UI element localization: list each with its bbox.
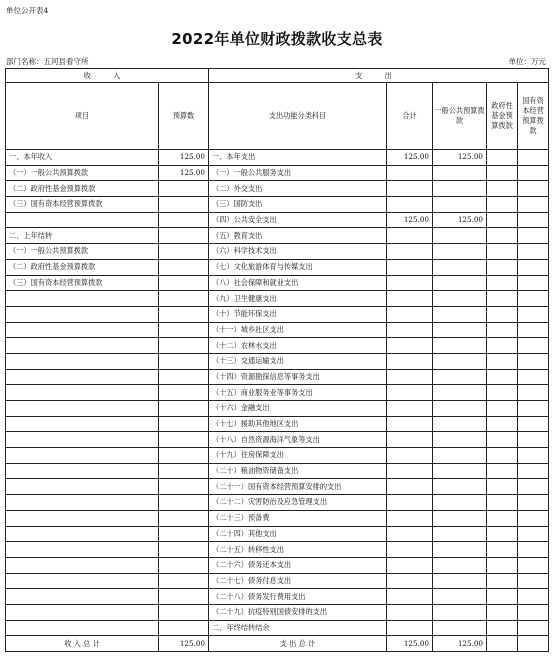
row-fund-cell: [487, 448, 518, 464]
row-budget-cell: [159, 479, 209, 495]
row-state-cell: [518, 620, 549, 636]
row-general-cell: [433, 275, 487, 291]
row-fund-cell: [487, 589, 518, 605]
row-general-cell: [433, 338, 487, 354]
row-func-cell: （二十六）债务还本支出: [209, 557, 387, 573]
row-total-cell: [387, 401, 433, 417]
row-item-cell: [6, 463, 159, 479]
row-item-cell: [6, 353, 159, 369]
row-item-cell: （一）一般公共预算拨款: [6, 165, 159, 181]
col-header-total: 合计: [387, 83, 433, 150]
table-row: [6, 181, 549, 197]
row-general-cell: [433, 416, 487, 432]
row-general-cell: [433, 197, 487, 213]
row-general-cell: [433, 369, 487, 385]
expense-total-value: 125.00: [387, 636, 433, 652]
row-total-cell: 125.00: [387, 212, 433, 228]
row-budget-cell: [159, 589, 209, 605]
table-number-label: 单位公开表4: [6, 6, 49, 15]
row-total-cell: [387, 291, 433, 307]
row-fund-cell: [487, 275, 518, 291]
row-func-cell: （十八）自然资源海洋气象等支出: [209, 432, 387, 448]
row-total-cell: [387, 542, 433, 558]
row-fund-cell: [487, 557, 518, 573]
table-row: [6, 338, 549, 354]
row-func-cell: （二十三）预备费: [209, 510, 387, 526]
row-func-cell: （七）文化旅游体育与传媒支出: [209, 259, 387, 275]
row-general-cell: [433, 432, 487, 448]
row-state-cell: [518, 589, 549, 605]
row-state-cell: [518, 259, 549, 275]
row-fund-cell: [487, 401, 518, 417]
table-row: [6, 228, 549, 244]
row-func-cell: （三）国防支出: [209, 197, 387, 213]
row-state-cell: [518, 479, 549, 495]
income-total-label: 收 入 总 计: [6, 636, 159, 652]
row-item-cell: （二）政府性基金预算拨款: [6, 181, 159, 197]
row-budget-cell: [159, 495, 209, 511]
row-item-cell: [6, 401, 159, 417]
table-row: [6, 150, 549, 166]
row-budget-cell: [159, 369, 209, 385]
row-fund-cell: [487, 604, 518, 620]
col-header-item: 项目: [6, 83, 159, 150]
col-header-fund: 政府性基金预算拨款: [487, 83, 518, 150]
row-total-cell: [387, 385, 433, 401]
row-fund-cell: [487, 495, 518, 511]
row-fund-cell: [487, 228, 518, 244]
row-total-cell: [387, 244, 433, 260]
row-state-cell: [518, 165, 549, 181]
row-total-cell: 125.00: [387, 150, 433, 166]
row-func-cell: （六）科学技术支出: [209, 244, 387, 260]
row-fund-cell: [487, 291, 518, 307]
row-general-cell: [433, 479, 487, 495]
table-row: [6, 212, 549, 228]
row-state-cell: [518, 432, 549, 448]
column-header-row: [6, 83, 549, 150]
table-row: [6, 385, 549, 401]
row-fund-cell: [487, 338, 518, 354]
row-budget-cell: [159, 197, 209, 213]
row-total-cell: [387, 322, 433, 338]
table-row: [6, 401, 549, 417]
row-item-cell: （三）国有资本经营预算拨款: [6, 275, 159, 291]
row-state-cell: [518, 416, 549, 432]
row-total-cell: [387, 573, 433, 589]
row-budget-cell: [159, 306, 209, 322]
row-fund-cell: [487, 510, 518, 526]
table-row: [6, 510, 549, 526]
row-general-cell: [433, 181, 487, 197]
row-func-cell: （二十）粮油物资储备支出: [209, 463, 387, 479]
row-general-cell: [433, 495, 487, 511]
row-item-cell: [6, 620, 159, 636]
row-general-cell: [433, 620, 487, 636]
table-row: [6, 416, 549, 432]
row-total-cell: [387, 181, 433, 197]
row-item-cell: [6, 416, 159, 432]
row-total-cell: [387, 526, 433, 542]
row-budget-cell: [159, 385, 209, 401]
row-general-cell: [433, 244, 487, 260]
row-general-cell: [433, 589, 487, 605]
row-item-cell: 二、上年结转: [6, 228, 159, 244]
row-state-cell: [518, 557, 549, 573]
col-header-budget: 预算数: [159, 83, 209, 150]
row-total-cell: [387, 463, 433, 479]
row-func-cell: （二十九）抗疫特别国债安排的支出: [209, 604, 387, 620]
expense-total-label: 支 出 总 计: [209, 636, 387, 652]
row-fund-cell: [487, 165, 518, 181]
row-item-cell: [6, 369, 159, 385]
table-row: [6, 589, 549, 605]
row-state-cell: [518, 306, 549, 322]
row-func-cell: （二十四）其他支出: [209, 526, 387, 542]
row-total-cell: [387, 165, 433, 181]
row-func-cell: （十二）农林水支出: [209, 338, 387, 354]
row-budget-cell: [159, 604, 209, 620]
row-fund-cell: [487, 526, 518, 542]
row-total-cell: [387, 432, 433, 448]
row-state-cell: [518, 181, 549, 197]
row-budget-cell: [159, 526, 209, 542]
row-budget-cell: [159, 259, 209, 275]
table-row: [6, 495, 549, 511]
row-item-cell: [6, 212, 159, 228]
row-general-cell: [433, 353, 487, 369]
row-func-cell: （十）节能环保支出: [209, 306, 387, 322]
row-state-cell: [518, 322, 549, 338]
row-general-cell: 125.00: [433, 212, 487, 228]
row-state-cell: [518, 228, 549, 244]
table-row: [6, 197, 549, 213]
row-general-cell: [433, 542, 487, 558]
row-func-cell: 一、本年支出: [209, 150, 387, 166]
row-total-cell: [387, 228, 433, 244]
row-budget-cell: [159, 448, 209, 464]
row-total-cell: [387, 259, 433, 275]
row-state-cell: [518, 495, 549, 511]
row-item-cell: （三）国有资本经营预算拨款: [6, 197, 159, 213]
row-state-cell: [518, 510, 549, 526]
row-func-cell: （二十五）转移性支出: [209, 542, 387, 558]
row-general-cell: [433, 401, 487, 417]
table-row: [6, 448, 549, 464]
row-fund-cell: [487, 463, 518, 479]
row-budget-cell: 125.00: [159, 150, 209, 166]
row-func-cell: （十四）资源勘探信息等事务支出: [209, 369, 387, 385]
department-label: 部门名称：五河县看守所: [6, 57, 89, 66]
row-state-cell: [518, 463, 549, 479]
row-func-cell: （二十七）债务付息支出: [209, 573, 387, 589]
row-budget-cell: 125.00: [159, 165, 209, 181]
row-total-cell: [387, 495, 433, 511]
row-total-cell: [387, 275, 433, 291]
row-total-cell: [387, 510, 433, 526]
row-total-cell: [387, 479, 433, 495]
row-budget-cell: [159, 463, 209, 479]
table-row: [6, 432, 549, 448]
row-general-cell: [433, 448, 487, 464]
row-budget-cell: [159, 416, 209, 432]
table-row: [6, 620, 549, 636]
expense-general-total: 125.00: [433, 636, 487, 652]
row-total-cell: [387, 369, 433, 385]
table-row: [6, 479, 549, 495]
row-func-cell: （十三）交通运输支出: [209, 353, 387, 369]
row-fund-cell: [487, 479, 518, 495]
row-func-cell: （二十一）国有资本经营预算安排的支出: [209, 479, 387, 495]
row-fund-cell: [487, 432, 518, 448]
row-func-cell: （二十八）债务发行费用支出: [209, 589, 387, 605]
row-state-cell: [518, 604, 549, 620]
row-func-cell: （十五）商业服务业等事务支出: [209, 385, 387, 401]
row-general-cell: [433, 322, 487, 338]
row-state-cell: [518, 401, 549, 417]
row-item-cell: [6, 604, 159, 620]
row-budget-cell: [159, 338, 209, 354]
table-row: [6, 259, 549, 275]
section-header-row: [6, 69, 549, 83]
row-total-cell: [387, 448, 433, 464]
row-budget-cell: [159, 181, 209, 197]
table-row: [6, 291, 549, 307]
row-budget-cell: [159, 510, 209, 526]
row-budget-cell: [159, 322, 209, 338]
row-total-cell: [387, 620, 433, 636]
table-row: [6, 275, 549, 291]
row-func-cell: （九）卫生健康支出: [209, 291, 387, 307]
table-row: [6, 306, 549, 322]
row-state-cell: [518, 338, 549, 354]
expense-section-label: 支 出: [209, 69, 549, 83]
page-title: 2022年单位财政拨款收支总表: [171, 30, 383, 48]
totals-row: [6, 636, 549, 652]
row-func-cell: （八）社会保障和就业支出: [209, 275, 387, 291]
col-header-general: 一般公共预算拨款: [433, 83, 487, 150]
row-state-cell: [518, 448, 549, 464]
row-state-cell: [518, 197, 549, 213]
row-fund-cell: [487, 150, 518, 166]
row-general-cell: [433, 573, 487, 589]
row-general-cell: [433, 510, 487, 526]
row-func-cell: （五）教育支出: [209, 228, 387, 244]
row-fund-cell: [487, 620, 518, 636]
row-total-cell: [387, 306, 433, 322]
income-total-value: 125.00: [159, 636, 209, 652]
expense-fund-total: [487, 636, 518, 652]
row-general-cell: [433, 291, 487, 307]
row-general-cell: [433, 557, 487, 573]
row-total-cell: [387, 197, 433, 213]
row-fund-cell: [487, 197, 518, 213]
row-budget-cell: [159, 353, 209, 369]
income-section-label: 收 入: [6, 69, 209, 83]
row-item-cell: （一）一般公共预算拨款: [6, 244, 159, 260]
row-func-cell: （一）一般公共服务支出: [209, 165, 387, 181]
row-state-cell: [518, 573, 549, 589]
row-fund-cell: [487, 573, 518, 589]
row-func-cell: （十一）城乡社区支出: [209, 322, 387, 338]
row-total-cell: [387, 557, 433, 573]
row-func-cell: 二、年终结转结余: [209, 620, 387, 636]
row-fund-cell: [487, 353, 518, 369]
row-fund-cell: [487, 259, 518, 275]
row-item-cell: [6, 338, 159, 354]
row-budget-cell: [159, 244, 209, 260]
row-total-cell: [387, 416, 433, 432]
table-row: [6, 557, 549, 573]
row-item-cell: [6, 542, 159, 558]
row-general-cell: [433, 463, 487, 479]
col-header-state: 国有资本经营预算拨款: [518, 83, 549, 150]
row-state-cell: [518, 291, 549, 307]
row-item-cell: [6, 448, 159, 464]
row-item-cell: [6, 495, 159, 511]
table-row: [6, 604, 549, 620]
row-budget-cell: [159, 620, 209, 636]
row-budget-cell: [159, 557, 209, 573]
row-budget-cell: [159, 573, 209, 589]
row-func-cell: （四）公共安全支出: [209, 212, 387, 228]
row-general-cell: 125.00: [433, 150, 487, 166]
row-item-cell: [6, 385, 159, 401]
row-item-cell: [6, 322, 159, 338]
row-func-cell: （二）外交支出: [209, 181, 387, 197]
row-budget-cell: [159, 432, 209, 448]
row-total-cell: [387, 353, 433, 369]
row-fund-cell: [487, 385, 518, 401]
row-item-cell: [6, 479, 159, 495]
row-fund-cell: [487, 306, 518, 322]
row-general-cell: [433, 604, 487, 620]
row-item-cell: [6, 510, 159, 526]
row-general-cell: [433, 228, 487, 244]
table-row: [6, 526, 549, 542]
table-row: [6, 542, 549, 558]
row-budget-cell: [159, 275, 209, 291]
row-item-cell: [6, 526, 159, 542]
row-budget-cell: [159, 228, 209, 244]
row-fund-cell: [487, 322, 518, 338]
table-row: [6, 463, 549, 479]
row-fund-cell: [487, 542, 518, 558]
row-budget-cell: [159, 291, 209, 307]
row-state-cell: [518, 150, 549, 166]
row-total-cell: [387, 589, 433, 605]
budget-summary-table: [5, 68, 549, 652]
row-item-cell: [6, 557, 159, 573]
table-row: [6, 244, 549, 260]
unit-label: 单位：万元: [508, 57, 546, 66]
row-state-cell: [518, 542, 549, 558]
row-general-cell: [433, 385, 487, 401]
table-row: [6, 353, 549, 369]
row-fund-cell: [487, 369, 518, 385]
row-budget-cell: [159, 212, 209, 228]
row-func-cell: （二十二）灾害防治及应急管理支出: [209, 495, 387, 511]
row-total-cell: [387, 338, 433, 354]
row-item-cell: 一、本年收入: [6, 150, 159, 166]
row-fund-cell: [487, 212, 518, 228]
table-row: [6, 322, 549, 338]
row-general-cell: [433, 259, 487, 275]
row-func-cell: （十九）住房保障支出: [209, 448, 387, 464]
table-row: [6, 573, 549, 589]
row-item-cell: （二）政府性基金预算拨款: [6, 259, 159, 275]
row-fund-cell: [487, 244, 518, 260]
row-budget-cell: [159, 542, 209, 558]
expense-state-total: [518, 636, 549, 652]
row-item-cell: [6, 291, 159, 307]
row-general-cell: [433, 165, 487, 181]
row-state-cell: [518, 369, 549, 385]
row-fund-cell: [487, 181, 518, 197]
row-general-cell: [433, 526, 487, 542]
row-state-cell: [518, 212, 549, 228]
row-item-cell: [6, 306, 159, 322]
row-func-cell: （十七）援助其他地区支出: [209, 416, 387, 432]
row-item-cell: [6, 573, 159, 589]
row-general-cell: [433, 306, 487, 322]
table-row: [6, 165, 549, 181]
row-item-cell: [6, 432, 159, 448]
row-state-cell: [518, 275, 549, 291]
row-func-cell: （十六）金融支出: [209, 401, 387, 417]
row-state-cell: [518, 526, 549, 542]
row-total-cell: [387, 604, 433, 620]
row-state-cell: [518, 385, 549, 401]
col-header-func: 支出功能分类科目: [209, 83, 387, 150]
row-budget-cell: [159, 401, 209, 417]
row-state-cell: [518, 244, 549, 260]
row-fund-cell: [487, 416, 518, 432]
row-item-cell: [6, 589, 159, 605]
table-row: [6, 369, 549, 385]
row-state-cell: [518, 353, 549, 369]
